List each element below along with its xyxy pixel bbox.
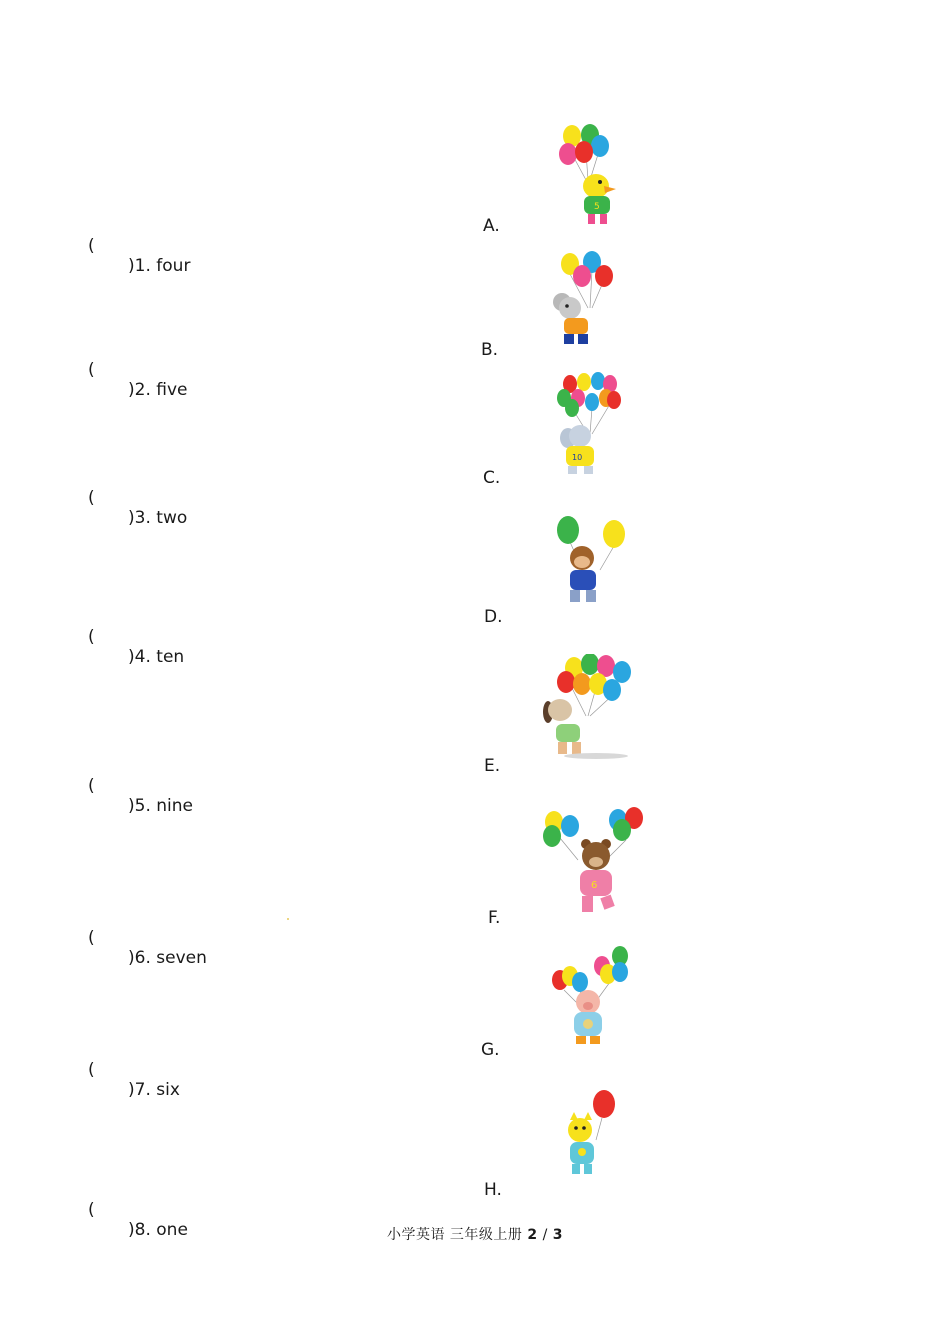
option-letter-g: G. — [481, 1040, 500, 1060]
footer-separator: / — [542, 1227, 548, 1243]
option-letter-c: C. — [483, 468, 501, 488]
page-footer — [0, 1224, 950, 1244]
question-word: two — [156, 508, 188, 528]
duck-with-balloons-image — [552, 124, 628, 228]
question-number: 4. — [134, 647, 151, 667]
answer-paren-close: ) — [128, 1220, 135, 1240]
question-label — [128, 948, 207, 968]
option-letter-e: E. — [484, 756, 501, 776]
question-word: seven — [156, 948, 207, 968]
question-number: 8. — [134, 1220, 151, 1240]
answer-paren-open[interactable]: ( — [88, 776, 95, 796]
question-label — [128, 1080, 180, 1100]
answer-paren-close: ) — [128, 256, 135, 276]
answer-paren-close: ) — [128, 508, 135, 528]
question-row-3 — [0, 468, 188, 528]
option-letter-d: D. — [484, 607, 503, 627]
pig-with-balloons-image — [548, 946, 632, 1050]
cat-with-balloon-image — [562, 1088, 622, 1180]
answer-paren-close: ) — [128, 380, 135, 400]
question-label — [128, 796, 193, 816]
answer-paren-close: ) — [128, 1080, 135, 1100]
option-letter-a: A. — [483, 216, 500, 236]
question-number: 7. — [134, 1080, 151, 1100]
question-row-2 — [0, 340, 188, 400]
question-word: five — [156, 380, 188, 400]
question-word: one — [156, 1220, 188, 1240]
answer-paren-open[interactable]: ( — [88, 627, 95, 647]
answer-paren-open[interactable]: ( — [88, 1200, 95, 1220]
answer-paren-open[interactable]: ( — [88, 236, 95, 256]
footer-total-pages: 3 — [552, 1227, 564, 1243]
bear-with-balloons-image — [538, 804, 648, 918]
option-letter-h: H. — [484, 1180, 502, 1200]
answer-paren-close: ) — [128, 647, 135, 667]
question-number: 5. — [134, 796, 151, 816]
dog-with-balloons-image — [540, 654, 636, 762]
question-row-6 — [0, 908, 207, 968]
question-word: six — [156, 1080, 180, 1100]
answer-paren-open[interactable]: ( — [88, 360, 95, 380]
footer-page-number: 2 — [527, 1227, 538, 1243]
question-label — [128, 508, 187, 528]
question-label — [128, 380, 188, 400]
elephant-with-balloons-image — [552, 372, 626, 478]
svg-text:10: 10 — [572, 453, 583, 462]
question-number: 2. — [134, 380, 151, 400]
question-number: 1. — [134, 256, 151, 276]
question-word: four — [156, 256, 191, 276]
question-number: 6. — [134, 948, 151, 968]
question-row-5 — [0, 756, 194, 816]
question-number: 3. — [134, 508, 151, 528]
question-label — [128, 256, 190, 276]
monkey-with-balloons-image — [552, 514, 630, 608]
question-label — [128, 647, 184, 667]
question-row-1 — [0, 216, 191, 276]
svg-text:5: 5 — [594, 202, 600, 212]
answer-paren-open[interactable]: ( — [88, 488, 95, 508]
answer-paren-open[interactable]: ( — [88, 1060, 95, 1080]
question-word: nine — [156, 796, 194, 816]
question-row-7 — [0, 1040, 180, 1100]
option-letter-b: B. — [481, 340, 499, 360]
stray-mark — [287, 918, 289, 920]
answer-paren-close: ) — [128, 948, 135, 968]
option-letter-f: F. — [488, 908, 501, 928]
footer-subject: 小学英语 三年级上册 — [386, 1227, 523, 1243]
answer-paren-open[interactable]: ( — [88, 928, 95, 948]
question-word: ten — [156, 647, 185, 667]
mouse-with-balloons-image — [548, 250, 622, 350]
answer-paren-close: ) — [128, 796, 135, 816]
svg-text:6: 6 — [591, 880, 598, 891]
question-row-4 — [0, 607, 185, 667]
